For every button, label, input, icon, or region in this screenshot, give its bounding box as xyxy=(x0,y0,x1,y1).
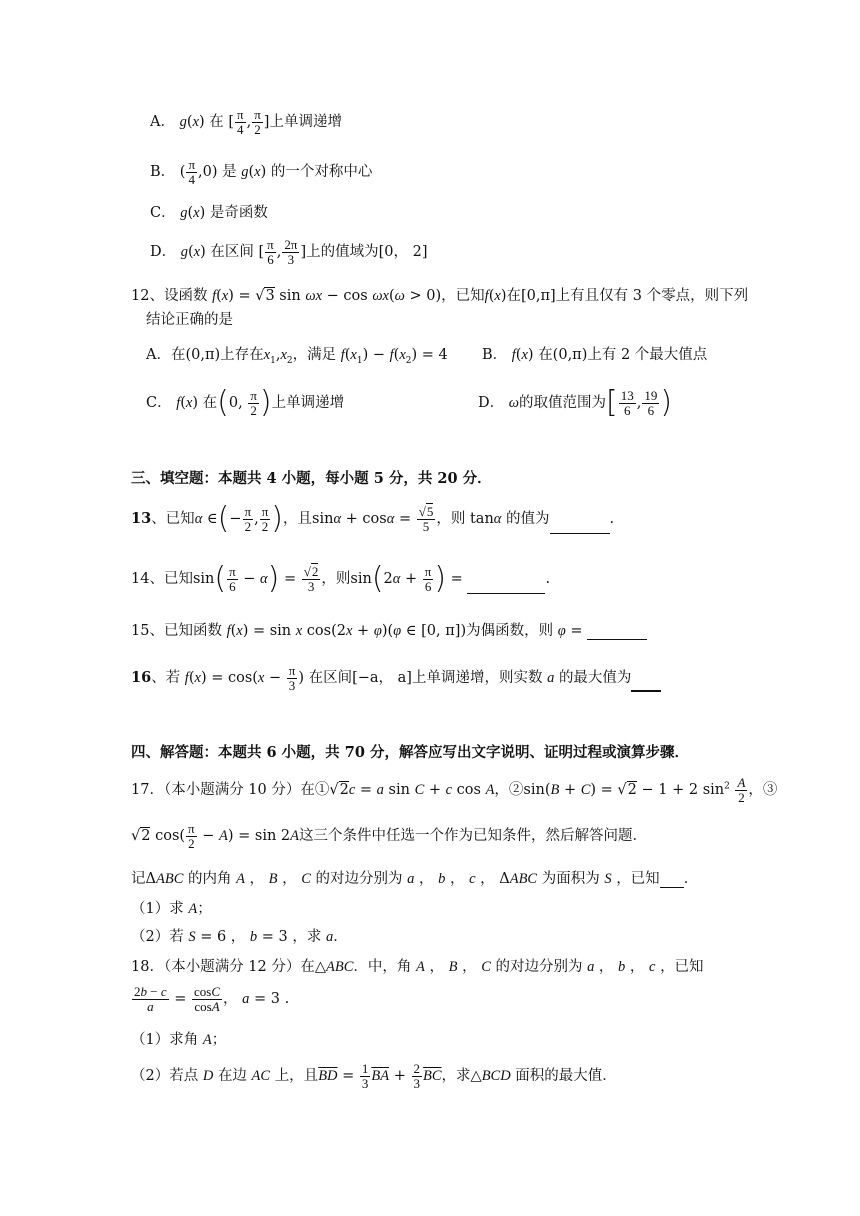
q11-option-b: B． ( $\frac{\pi}{4}$ ,0) 是 g(x) 的一个对称中心 xyxy=(150,157,373,187)
q18-line1: 18．（本小题满分 12 分）在△ABC．中，角 A ， B ， C 的对边分别为 a ， b ， c ，已知 xyxy=(131,959,704,975)
q12-option-a: A．在(0,π)上存在$x_1,x_2$，满足 $f(x_1) - f(x_2) = 4$ xyxy=(146,347,448,366)
q13: 13、已知α ∈(− $\frac{\pi}{2}$ , $\frac{\pi}{2}$ )，且sinα + cosα = $\frac{√5}{5}$ ，则 tanα 的值为 . xyxy=(131,501,615,536)
q17-line1: 17．（本小题满分 10 分）在①√2c = a sin C + c cos A，②sin(B + C) = √2 − 1 + 2 $\sin^2$ $\frac{A}{2}$ ，③ xyxy=(131,775,778,805)
section-3-heading: 三、填空题：本题共 4 小题，每小题 5 分，共 20 分． xyxy=(131,470,492,487)
q12-option-b: B． f(x) 在(0,π)上有 2 个最大值点 xyxy=(482,347,708,363)
q16: 16、若 f(x) = cos(x − $\frac{\pi}{3}$ ) 在区间[−a， a]上单调递增，则实数 a 的最大值为 xyxy=(131,664,661,692)
q18-line2: $\frac{2b - c}{a}$ = $\frac{\cos C}{\cos A}$ ， a = 3 . xyxy=(134,984,290,1014)
q12-option-c: C． f(x) 在(0, $\frac{\pi}{2}$ )上单调递增 xyxy=(146,385,345,420)
q18-part2: （2）若点 D 在边 AC 上，且$\overline{BD}$ = $\frac{1}{3}$ $\overline{BA}$ + $\frac{2}{3}$ $\overline{BC}$，求△BCD 面积的最大值． xyxy=(131,1061,617,1091)
q11-option-c: C． g(x) 是奇函数 xyxy=(150,205,268,221)
q17-line3: 记ΔABC 的内角 A ， B ， C 的对边分别为 a ， b ， c ， ΔABC 为面积为 S ，已知 ． xyxy=(131,871,699,887)
q12-stem-line2: 结论正确的是 xyxy=(146,312,233,328)
q12-stem: 12、设函数 f(x) = √3 sin ωx − cos ωx(ω > 0)，已知f(x)在[0,π]上有且仅有 3 个零点，则下列 xyxy=(131,288,749,304)
q14: 14、已知sin( $\frac{\pi}{6}$ − α) = $\frac{√2}{3}$ ，则sin(2α + $\frac{\pi}{6}$ ) = . xyxy=(131,561,551,596)
q18-part1: （1）求角 A； xyxy=(131,1032,227,1048)
q15: 15、已知函数 f(x) = sin x cos(2x + φ)(φ ∈ [0, π])为偶函数，则 φ = xyxy=(131,623,647,640)
q17-part1: （1）求 A； xyxy=(131,901,212,917)
q12-option-d: D． ω的取值范围为[ $\frac{13}{6}$ , $\frac{19}{6}$ ) xyxy=(478,385,673,420)
q11-option-a: A． g(x) 在 [ $\frac{\pi}{4}$ , $\frac{\pi}{2}$ ]上单调递增 xyxy=(150,107,342,137)
q17-line2: √2 cos( $\frac{\pi}{2}$ − A) = sin 2A这三个条件中任选一个作为已知条件，然后解答问题． xyxy=(131,821,647,851)
q17-part2: （2）若 S = 6 ， b = 3 ，求 a． xyxy=(131,929,348,945)
section-4-heading: 四、解答题：本题共 6 小题，共 70 分，解答应写出文字说明、证明过程或演算步骤． xyxy=(131,744,689,761)
q11-option-d: D． g(x) 在区间 [ $\frac{\pi}{6}$ , $\frac{2\pi}{3}$ ]上的值域为[0， 2] xyxy=(150,237,428,267)
